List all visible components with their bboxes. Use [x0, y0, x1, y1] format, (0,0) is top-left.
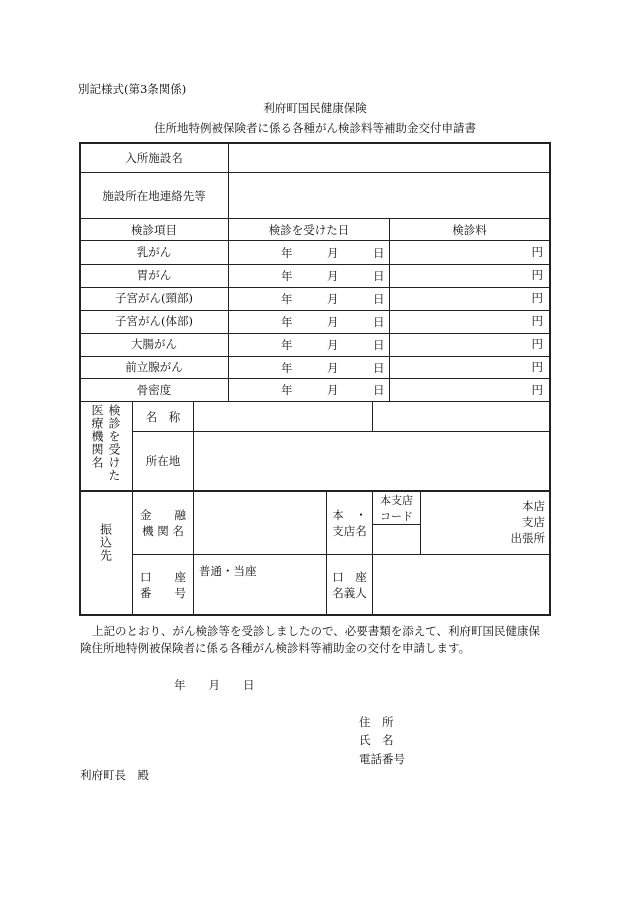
- exam-date-month[interactable]: 月: [327, 291, 339, 306]
- exam-date-month[interactable]: 月: [327, 337, 339, 352]
- bank-name-field[interactable]: [194, 492, 326, 554]
- facility-name-field[interactable]: [229, 143, 549, 172]
- branch-type-options[interactable]: [421, 498, 545, 546]
- applicant-phone-label: 電話番号: [359, 752, 405, 766]
- account-holder-label: 口 座 名義人: [332, 570, 367, 600]
- applicant-name-label: 氏 名: [359, 733, 394, 747]
- account-type-options[interactable]: 普通・当座: [199, 564, 257, 578]
- institution-name-extra-field[interactable]: [373, 402, 549, 431]
- exam-fee-field[interactable]: 円: [531, 245, 543, 260]
- exam-item-label: 子宮がん(頸部): [115, 291, 193, 306]
- exam-date-month[interactable]: 月: [327, 268, 339, 283]
- title-line-1: 利府町国民健康保険: [263, 101, 367, 115]
- exam-item-label: 胃がん: [136, 268, 172, 283]
- header-exam-fee: 検診料: [452, 222, 487, 237]
- facility-contact-label: 施設所在地連絡先等: [102, 188, 206, 203]
- exam-date-year[interactable]: 年: [281, 314, 293, 329]
- exam-date-month[interactable]: 月: [327, 383, 339, 398]
- addressee: 利府町長 殿: [80, 768, 149, 782]
- exam-date-year[interactable]: 年: [281, 360, 293, 375]
- exam-item-label: 大腸がん: [131, 337, 177, 352]
- institution-section-label: 検診を受けた医療機関名: [90, 404, 121, 482]
- exam-date-year[interactable]: 年: [281, 291, 293, 306]
- bank-name-label: 金 融 機 関 名: [140, 508, 186, 538]
- account-holder-field[interactable]: [373, 555, 549, 614]
- header-exam-item: 検診項目: [131, 222, 177, 237]
- institution-name-field[interactable]: [194, 402, 372, 431]
- branch-type-main[interactable]: 本店: [522, 499, 545, 513]
- branch-name-label: 本 ・ 支店名: [332, 508, 367, 538]
- exam-fee-field[interactable]: 円: [531, 382, 543, 397]
- statement-line-2: 険住所地特例被保険者に係る各種がん検診料等補助金の交付を申請します。: [80, 641, 471, 655]
- application-date[interactable]: 年 月 日: [174, 678, 255, 692]
- exam-date-year[interactable]: 年: [281, 383, 293, 398]
- branch-code-field[interactable]: [373, 525, 420, 554]
- exam-fee-field[interactable]: 円: [531, 268, 543, 283]
- exam-date-month[interactable]: 月: [327, 314, 339, 329]
- exam-date-month[interactable]: 月: [327, 246, 339, 260]
- exam-date-day[interactable]: 日: [373, 337, 385, 352]
- exam-date-day[interactable]: 日: [373, 314, 385, 329]
- exam-date-year[interactable]: 年: [281, 246, 293, 260]
- exam-item-label: 骨密度: [136, 382, 172, 397]
- exam-date-day[interactable]: 日: [373, 246, 385, 260]
- exam-date-day[interactable]: 日: [373, 383, 385, 398]
- exam-date-day[interactable]: 日: [373, 291, 385, 306]
- exam-date-year[interactable]: 年: [281, 337, 293, 352]
- exam-fee-field[interactable]: 円: [531, 314, 543, 329]
- exam-date-day[interactable]: 日: [373, 268, 385, 283]
- exam-item-label: 子宮がん(体部): [115, 314, 193, 329]
- exam-fee-field[interactable]: 円: [531, 337, 543, 352]
- page-title: 住所地特例被保険者に係る各種がん検診料等補助金交付申請書: [154, 121, 476, 135]
- exam-item-label: 乳がん: [136, 245, 172, 260]
- statement-line-1: 上記のとおり、がん検診等を受診しましたので、必要書類を添えて、利府町国民健康保: [92, 624, 541, 638]
- facility-contact-field[interactable]: [229, 173, 549, 218]
- institution-address-field[interactable]: [194, 432, 549, 490]
- exam-date-month[interactable]: 月: [327, 360, 339, 375]
- facility-name-label: 入所施設名: [125, 150, 183, 165]
- branch-type-sub[interactable]: 出張所: [510, 531, 545, 545]
- branch-code-label: 本支店 コード: [380, 494, 413, 523]
- transfer-section-label: 振込先: [98, 523, 113, 562]
- branch-type-branch[interactable]: 支店: [522, 515, 545, 529]
- applicant-address-label: 住 所: [359, 715, 394, 729]
- exam-fee-field[interactable]: 円: [531, 359, 543, 374]
- institution-address-label: 所在地: [145, 454, 181, 468]
- exam-date-day[interactable]: 日: [373, 360, 385, 375]
- form-number: 別記様式(第3条関係): [78, 82, 187, 96]
- exam-fee-field[interactable]: 円: [531, 291, 543, 306]
- institution-name-label: 名 称: [145, 409, 181, 424]
- header-exam-date: 検診を受けた日: [268, 222, 350, 237]
- exam-date-year[interactable]: 年: [281, 268, 293, 283]
- account-number-label: 口 座 番 号: [140, 570, 186, 600]
- exam-item-label: 前立腺がん: [125, 359, 183, 374]
